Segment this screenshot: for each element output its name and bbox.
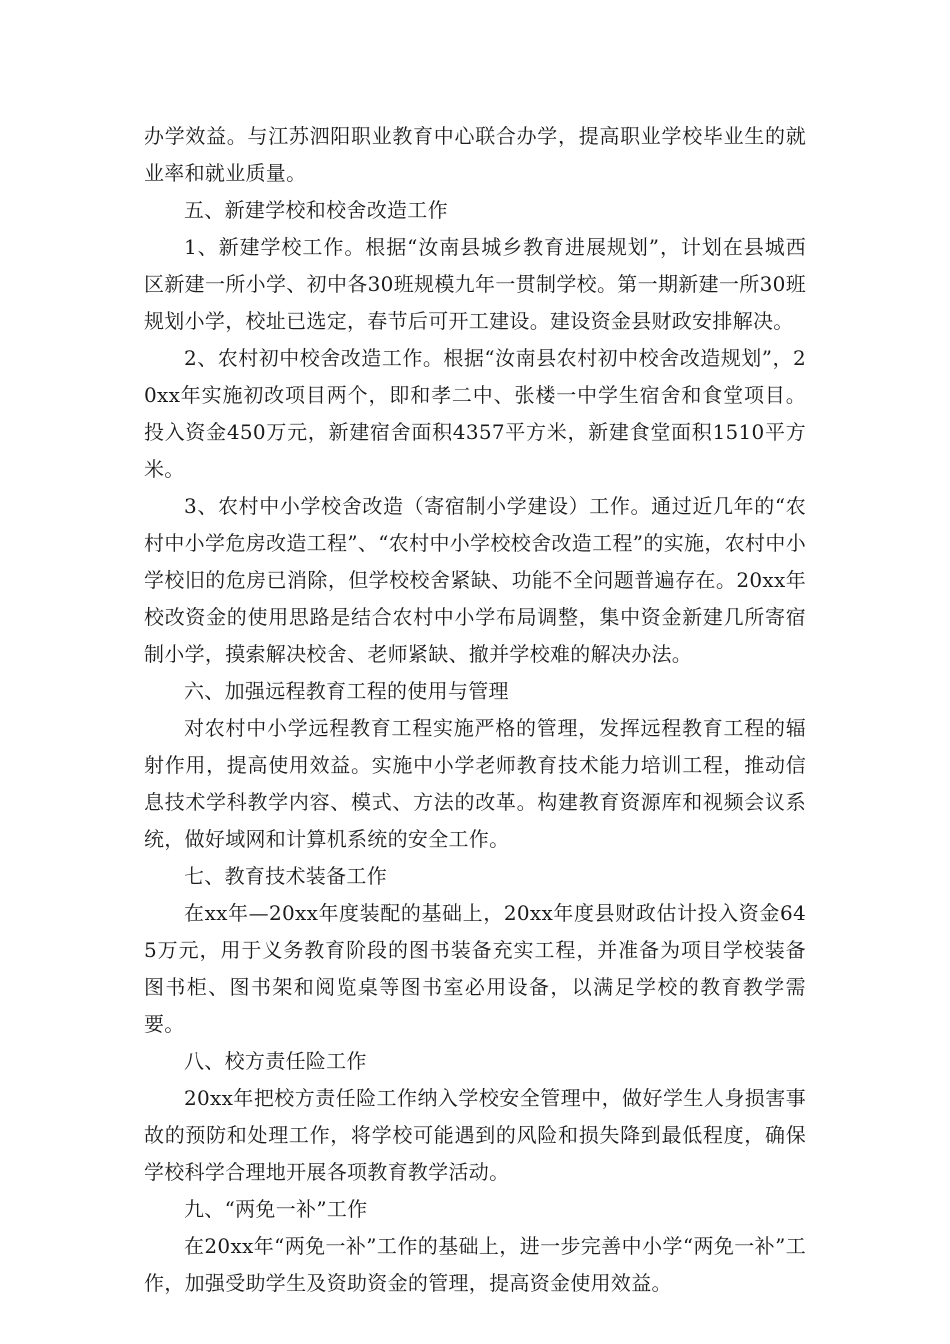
- section-heading-9: 九、“两免一补”工作: [184, 1197, 368, 1221]
- paragraph-remote-education: 对农村中小学远程教育工程实施严格的管理，发挥远程教育工程的辐射作用，提高使用效益。实施中小学老师教育技术能力培训工程，推动信息技术学科教学内容、模式、方法的改革。构建教育资源库和视频会议系统，做好域网和计算机系统的安全工作。: [144, 716, 806, 851]
- paragraph-new-school: 1、新建学校工作。根据“汝南县城乡教育进展规划”，计划在县城西区新建一所小学、初中各30班规模九年一贯制学校。第一期新建一所30班规划小学，校址已选定，春节后可开工建设。建设资金县财政安排解决。: [144, 235, 806, 333]
- document-body: [144, 118, 806, 1302]
- paragraph-rural-middle-school: 2、农村初中校舍改造工作。根据“汝南县农村初中校舍改造规划”，20xx年实施初改项目两个，即和孝二中、张楼一中学生宿舍和食堂项目。投入资金450万元，新建宿舍面积4357平方米，新建食堂面积1510平方米。: [144, 346, 806, 481]
- paragraph-equipment: 在xx年—20xx年度装配的基础上，20xx年度县财政估计投入资金645万元，用于义务教育阶段的图书装备充实工程，并准备为项目学校装备图书柜、图书架和阅览桌等图书室必用设备，以满足学校的教育教学需要。: [144, 901, 806, 1036]
- section-heading-7: 七、教育技术装备工作: [184, 864, 387, 888]
- section-heading-5: 五、新建学校和校舍改造工作: [184, 198, 448, 222]
- paragraph-liability-insurance: 20xx年把校方责任险工作纳入学校安全管理中，做好学生人身损害事故的预防和处理工作，将学校可能遇到的风险和损失降到最低程度，确保学校科学合理地开展各项教育教学活动。: [144, 1086, 806, 1184]
- paragraph-two-exemptions: 在20xx年“两免一补”工作的基础上，进一步完善中小学“两免一补”工作，加强受助学生及资助资金的管理，提高资金使用效益。: [144, 1234, 806, 1295]
- section-heading-6: 六、加强远程教育工程的使用与管理: [184, 679, 509, 703]
- paragraph-continuation: 办学效益。与江苏泗阳职业教育中心联合办学，提高职业学校毕业生的就业率和就业质量。: [144, 124, 806, 185]
- section-heading-8: 八、校方责任险工作: [184, 1049, 367, 1073]
- paragraph-boarding-school: 3、农村中小学校舍改造（寄宿制小学建设）工作。通过近几年的“农村中小学危房改造工程”、“农村中小学校校舍改造工程”的实施，农村中小学校旧的危房已消除，但学校校舍紧缺、功能不全问题普遍存在。20xx年校改资金的使用思路是结合农村中小学布局调整，集中资金新建几所寄宿制小学，摸索解决校舍、老师紧缺、撤并学校难的解决办法。: [144, 494, 806, 666]
